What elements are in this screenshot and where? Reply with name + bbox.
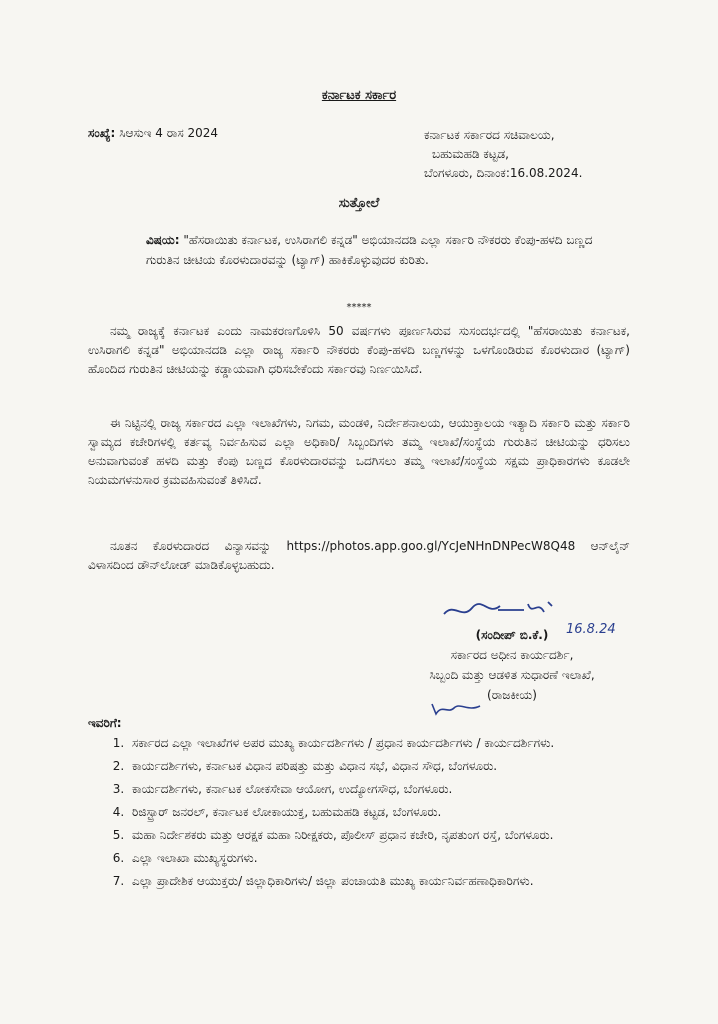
address-line: ಬೆಂಗಳೂರು, ದಿನಾಂಕ:16.08.2024. xyxy=(424,166,583,180)
list-item: 3. ಕಾರ್ಯದರ್ಶಿಗಳು, ಕರ್ನಾಟಕ ಲೋಕಸೇವಾ ಆಯೋಗ, ಉದ್ಯೋಗಸೌಧ, ಬೆಂಗಳೂರು. xyxy=(128,780,670,799)
separator: ***** xyxy=(346,302,372,313)
list-item: 2. ಕಾರ್ಯದರ್ಶಿಗಳು, ಕರ್ನಾಟಕ ವಿಧಾನ ಪರಿಷತ್ತು ಮತ್ತು ವಿಧಾನ ಸಭೆ, ವಿಧಾನ ಸೌಧ, ಬೆಂಗಳೂರು. xyxy=(128,757,670,776)
designation-line: ಸಿಬ್ಬಂದಿ ಮತ್ತು ಆಡಳಿತ ಸುಧಾರಣೆ ಇಲಾಖೆ, xyxy=(429,668,595,682)
signature-scribble xyxy=(440,596,560,626)
subject-text: "ಹೆಸರಾಯಿತು ಕರ್ನಾಟಕ, ಉಸಿರಾಗಲಿ ಕನ್ನಡ" ಅಭಿಯಾನದಡಿ ಎಲ್ಲಾ ಸರ್ಕಾರಿ ನೌಕರರು ಕೆಂಪು-ಹಳದಿ ಬಣ್ಣದ ಗುರುತಿನ ಚೀಟಿಯ ಕೊರಳುದಾರವನ್ನು (ಟ್ಯಾಗ್) ಹಾಕಿಕೊಳ್ಳುವುದರ ಕುರಿತು. xyxy=(146,233,593,267)
paragraph-3: ನೂತನ ಕೊರಳುದಾರದ ವಿನ್ಯಾಸವನ್ನು https://photos.app.goo.gl/YcJeNHnDNPecW8Q48 ಆನ್‌ಲೈನ್ ವಿಳಾಸದಿಂದ ಡೌನ್‌ಲೋಡ್ ಮಾಡಿಕೊಳ್ಳಬಹುದು. xyxy=(88,539,630,572)
list-item: 6. ಎಲ್ಲಾ ಇಲಾಖಾ ಮುಖ್ಯಸ್ಥರುಗಳು. xyxy=(128,849,670,868)
list-item: 5. ಮಹಾ ನಿರ್ದೇಶಕರು ಮತ್ತು ಆರಕ್ಷಕ ಮಹಾ ನಿರೀಕ್ಷಕರು, ಪೊಲೀಸ್ ಪ್ರಧಾನ ಕಚೇರಿ, ನೃಪತುಂಗ ರಸ್ತೆ, ಬೆಂಗಳೂರು. xyxy=(128,826,670,845)
paragraph-1: ನಮ್ಮ ರಾಜ್ಯಕ್ಕೆ ಕರ್ನಾಟಕ ಎಂದು ನಾಮಕರಣಗೊಳಿಸಿ 50 ವರ್ಷಗಳು ಪೂರ್ಣಸಿರುವ ಸುಸಂದರ್ಭದಲ್ಲಿ "ಹೆಸರಾಯಿತು ಕರ್ನಾಟಕ, ಉಸಿರಾಗಲಿ ಕನ್ನಡ" ಅಭಿಯಾನದಡಿ ಎಲ್ಲಾ ರಾಜ್ಯ ಸರ್ಕಾರಿ ನೌಕರರು ಕೆಂಪು-ಹಳದಿ ಬಣ್ಣಗಳನ್ನು ಒಳಗೊಂಡಿರುವ ಕೊರಳುದಾರ (ಟ್ಯಾಗ್) ಹೊಂದಿದ ಗುರುತಿನ ಚೀಟಿಯನ್ನು ಕಡ್ಡಾಯವಾಗಿ ಧರಿಸಬೇಕೆಂದು ಸರ್ಕಾರವು ನಿರ್ಣಯಿಸಿದೆ. xyxy=(88,324,630,376)
government-heading: ಕರ್ನಾಟಕ ಸರ್ಕಾರ xyxy=(321,88,397,103)
address-line: ಕರ್ನಾಟಕ ಸರ್ಕಾರದ ಸಚಿವಾಲಯ, xyxy=(424,128,555,142)
reference-number xyxy=(88,126,218,141)
recipients-list xyxy=(88,734,670,895)
initials-scribble xyxy=(428,700,488,718)
list-item: 1. ಸರ್ಕಾರದ ಎಲ್ಲಾ ಇಲಾಖೆಗಳ ಅಪರ ಮುಖ್ಯ ಕಾರ್ಯದರ್ಶಿಗಳು / ಪ್ರಧಾನ ಕಾರ್ಯದರ್ಶಿಗಳು / ಕಾರ್ಯದರ್ಶಿಗಳು. xyxy=(128,734,670,753)
signature-block xyxy=(392,625,632,705)
reference-value: ಸಿಆಸುಇ 4 ರಾಸ 2024 xyxy=(119,126,219,140)
designation-line: (ರಾಜಕೀಯ) xyxy=(487,688,537,702)
signatory-name: (ಸಂದೀಪ್ ಬಿ.ಕೆ.) xyxy=(475,628,549,642)
subject-label: ವಿಷಯ: xyxy=(146,233,180,247)
recipients-label: ಇವರಿಗೆ: xyxy=(88,716,122,730)
designation-line: ಸರ್ಕಾರದ ಅಧೀನ ಕಾರ್ಯದರ್ಶಿ, xyxy=(450,648,574,662)
subject xyxy=(146,230,616,270)
list-item: 7. ಎಲ್ಲಾ ಪ್ರಾದೇಶಿಕ ಆಯುಕ್ತರು/ ಜಿಲ್ಲಾಧಿಕಾರಿಗಳು/ ಜಿಲ್ಲಾ ಪಂಚಾಯತಿ ಮುಖ್ಯ ಕಾರ್ಯನಿರ್ವಹಣಾಧಿಕಾರಿಗಳು. xyxy=(128,872,670,891)
paragraph-2: ಈ ನಿಟ್ಟಿನಲ್ಲಿ ರಾಜ್ಯ ಸರ್ಕಾರದ ಎಲ್ಲಾ ಇಲಾಖೆಗಳು, ನಿಗಮ, ಮಂಡಳಿ, ನಿರ್ದೇಶನಾಲಯ, ಆಯುಕ್ತಾಲಯ ಇತ್ಯಾದಿ ಸರ್ಕಾರಿ ಮತ್ತು ಸರ್ಕಾರಿ ಸ್ವಾಮ್ಯದ ಕಚೇರಿಗಳಲ್ಲಿ ಕರ್ತವ್ಯ ನಿರ್ವಹಿಸುವ ಎಲ್ಲಾ ಅಧಿಕಾರಿ/ ಸಿಬ್ಬಂದಿಗಳು ತಮ್ಮ ಇಲಾಖೆ/ಸಂಸ್ಥೆಯ ಗುರುತಿನ ಚೀಟಿಯನ್ನು ಧರಿಸಲು ಅನುವಾಗುವಂತೆ ಹಳದಿ ಮತ್ತು ಕೆಂಪು ಬಣ್ಣದ ಕೊರಳುದಾರವನ್ನು ಒದಗಿಸಲು ತಮ್ಮ ಇಲಾಖೆ/ಸಂಸ್ಥೆಯ ಸಕ್ಷಮ ಪ್ರಾಧಿಕಾರಗಳು ಕೂಡಲೇ ನಿಯಮಗಳನುಸಾರ ಕ್ರಮವಹಿಸುವಂತೆ ತಿಳಿಸಿದೆ. xyxy=(88,416,630,487)
signature-date: 16.8.24 xyxy=(566,622,616,637)
list-item: 4. ರಿಜಿಸ್ಟ್ರಾರ್ ಜನರಲ್, ಕರ್ನಾಟಕ ಲೋಕಾಯುಕ್ತ, ಬಹುಮಹಡಿ ಕಟ್ಟಡ, ಬೆಂಗಳೂರು. xyxy=(128,803,670,822)
office-address xyxy=(424,126,582,183)
reference-label: ಸಂಖ್ಯೆ: xyxy=(88,126,116,140)
address-line: ಬಹುಮಹಡಿ ಕಟ್ಟಡ, xyxy=(432,147,509,161)
circular-title: ಸುತ್ತೋಲೆ xyxy=(338,196,380,211)
